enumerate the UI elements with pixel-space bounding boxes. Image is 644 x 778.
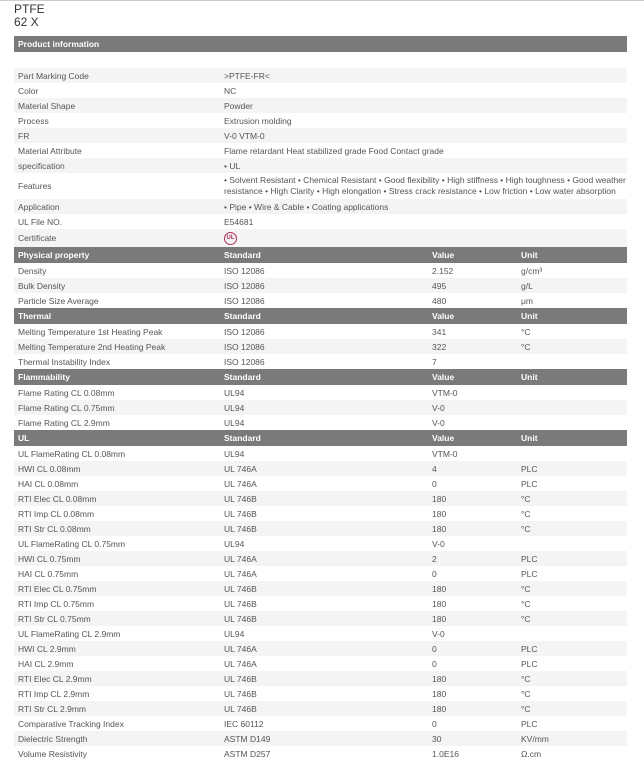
cell-property: HAI CL 2.9mm xyxy=(18,658,74,669)
info-label: Process xyxy=(18,115,49,126)
cell-value: V-0 xyxy=(432,538,445,549)
cell-unit: °C xyxy=(521,688,531,699)
property-row xyxy=(14,716,627,731)
cell-standard: ISO 12086 xyxy=(220,339,428,354)
info-label: Material Attribute xyxy=(18,145,82,156)
cell-value: 1.0E16 xyxy=(432,748,459,759)
info-label: Features xyxy=(18,181,52,191)
info-label: UL File NO. xyxy=(18,216,63,227)
cell-value: VTM-0 xyxy=(432,387,458,398)
cell-property: Density xyxy=(18,265,47,276)
info-value: >PTFE-FR< xyxy=(220,68,627,83)
cell-standard: UL 746A xyxy=(220,461,428,476)
header-unit: Unit xyxy=(517,247,627,263)
cell-unit xyxy=(517,446,627,461)
cell-property: Melting Temperature 1st Heating Peak xyxy=(18,326,163,337)
cell-standard: UL 746A xyxy=(224,568,257,579)
info-label: Material Shape xyxy=(14,98,220,113)
cell-value: 480 xyxy=(432,295,447,306)
cell-value: 0 xyxy=(428,641,517,656)
cell-unit: °C xyxy=(521,326,531,337)
ul-certificate-icon: UL xyxy=(224,232,237,245)
product-family: PTFE xyxy=(14,2,45,16)
cell-standard: IEC 60112 xyxy=(224,718,264,729)
cell-property: HWI CL 0.08mm xyxy=(14,461,220,476)
header-value: Value xyxy=(428,430,517,446)
cell-value: 180 xyxy=(428,581,517,596)
header-property: Physical property xyxy=(14,247,220,263)
cell-property: RTI Imp CL 2.9mm xyxy=(18,688,90,699)
property-row xyxy=(14,746,627,761)
cell-standard: UL 746A xyxy=(224,478,257,489)
cell-standard: ISO 12086 xyxy=(224,326,265,337)
cell-property: HAI CL 0.75mm xyxy=(18,568,79,579)
property-row xyxy=(14,551,627,566)
product-info-table xyxy=(14,36,627,247)
cell-standard: ISO 12086 xyxy=(224,265,265,276)
header-standard: Standard xyxy=(220,369,428,385)
cell-unit: PLC xyxy=(521,718,538,729)
cell-standard: UL 746A xyxy=(220,551,428,566)
cell-property: Particle Size Average xyxy=(18,295,99,306)
cell-value: V-0 xyxy=(432,628,445,639)
section-header xyxy=(14,247,627,263)
cell-unit: °C xyxy=(521,598,531,609)
property-row xyxy=(14,656,627,671)
property-row xyxy=(14,385,627,400)
property-row xyxy=(14,671,627,686)
property-row xyxy=(14,626,627,641)
cell-property: HWI CL 2.9mm xyxy=(14,641,220,656)
cell-standard: UL 746B xyxy=(220,521,428,536)
cell-unit: g/L xyxy=(517,278,627,293)
cell-standard: UL 746B xyxy=(220,581,428,596)
section-header xyxy=(14,430,627,446)
info-row xyxy=(14,173,627,199)
section-header-product-information xyxy=(14,36,627,52)
cell-unit: PLC xyxy=(517,551,627,566)
cell-unit: PLC xyxy=(521,478,538,489)
property-row xyxy=(14,491,627,506)
cell-value: V-0 xyxy=(428,400,517,415)
cell-value: 495 xyxy=(428,278,517,293)
cell-property: RTI Imp CL 0.08mm xyxy=(18,508,95,519)
property-row xyxy=(14,415,627,430)
info-row xyxy=(14,143,627,158)
info-label: FR xyxy=(14,128,220,143)
cell-standard: UL 746B xyxy=(220,611,428,626)
cell-property: UL FlameRating CL 0.08mm xyxy=(18,448,126,459)
cell-unit: PLC xyxy=(517,461,627,476)
cell-unit: °C xyxy=(517,701,627,716)
property-row xyxy=(14,324,627,339)
cell-unit: μm xyxy=(521,295,533,306)
cell-standard: UL94 xyxy=(224,628,245,639)
cell-property: Flame Rating CL 0.75mm xyxy=(14,400,220,415)
cell-value: 322 xyxy=(428,339,517,354)
header-property: UL xyxy=(14,430,220,446)
header-standard: Standard xyxy=(220,247,428,263)
header-property: Flammability xyxy=(14,369,220,385)
section-header xyxy=(14,369,627,385)
cell-property: Melting Temperature 2nd Heating Peak xyxy=(14,339,220,354)
cell-value: 180 xyxy=(432,688,447,699)
cell-standard: UL 746B xyxy=(224,688,257,699)
cell-property: Volume Resistivity xyxy=(18,748,87,759)
cell-standard: UL 746B xyxy=(224,508,257,519)
info-label: Application xyxy=(14,199,220,214)
cell-property: Flame Rating CL 2.9mm xyxy=(18,417,110,428)
cell-unit: °C xyxy=(521,508,531,519)
property-row xyxy=(14,506,627,521)
cell-property: Bulk Density xyxy=(14,278,220,293)
property-row xyxy=(14,536,627,551)
property-row xyxy=(14,521,627,536)
cell-value: 30 xyxy=(428,731,517,746)
cell-standard: ISO 12086 xyxy=(220,278,428,293)
cell-value: 0 xyxy=(432,568,437,579)
cell-value: 7 xyxy=(432,356,437,367)
cell-property: Thermal Instability Index xyxy=(18,356,111,367)
cell-unit xyxy=(517,536,627,551)
cell-value: 0 xyxy=(432,478,437,489)
cell-property: UL FlameRating CL 0.75mm xyxy=(18,538,126,549)
property-row xyxy=(14,641,627,656)
cell-unit: KV/mm xyxy=(517,731,627,746)
cell-standard: UL 746B xyxy=(220,491,428,506)
cell-standard: UL 746B xyxy=(220,701,428,716)
info-row xyxy=(14,158,627,173)
cell-standard: UL 746A xyxy=(224,658,257,669)
info-row xyxy=(14,68,627,83)
cell-property: RTI Elec CL 0.75mm xyxy=(14,581,220,596)
cell-standard: UL94 xyxy=(224,538,245,549)
header-unit: Unit xyxy=(517,430,627,446)
cell-standard: ISO 12086 xyxy=(224,295,265,306)
header-value: Value xyxy=(428,308,517,324)
info-row xyxy=(14,229,627,247)
info-value: E54681 xyxy=(224,216,254,227)
info-row xyxy=(14,214,627,229)
property-row xyxy=(14,339,627,354)
property-row xyxy=(14,686,627,701)
cell-value: 180 xyxy=(428,491,517,506)
cell-value: 180 xyxy=(428,611,517,626)
header-standard: Standard xyxy=(220,430,428,446)
info-row xyxy=(14,113,627,128)
header-property: Thermal xyxy=(14,308,220,324)
cell-property: UL FlameRating CL 2.9mm xyxy=(18,628,121,639)
cell-value: 180 xyxy=(428,521,517,536)
cell-unit: °C xyxy=(517,581,627,596)
cell-unit: °C xyxy=(517,491,627,506)
property-row xyxy=(14,461,627,476)
cell-value: 4 xyxy=(428,461,517,476)
cell-property: Flame Rating CL 0.08mm xyxy=(18,387,115,398)
cell-value: 180 xyxy=(432,508,447,519)
info-value: V-0 VTM-0 xyxy=(220,128,627,143)
cell-property: RTI Imp CL 0.75mm xyxy=(18,598,95,609)
cell-property: HWI CL 0.75mm xyxy=(14,551,220,566)
cell-standard: UL94 xyxy=(224,448,245,459)
cell-value: 341 xyxy=(432,326,447,337)
info-row xyxy=(14,128,627,143)
property-row xyxy=(14,476,627,491)
header-unit: Unit xyxy=(517,308,627,324)
property-row xyxy=(14,400,627,415)
cell-property: Comparative Tracking Index xyxy=(18,718,124,729)
property-row xyxy=(14,293,627,308)
property-row xyxy=(14,596,627,611)
info-label: Color xyxy=(18,85,39,96)
cell-property: HAI CL 0.08mm xyxy=(18,478,79,489)
cell-unit: PLC xyxy=(521,568,538,579)
cell-property: RTI Str CL 0.75mm xyxy=(14,611,220,626)
spacer xyxy=(14,52,627,68)
property-row xyxy=(14,581,627,596)
property-row xyxy=(14,263,627,278)
cell-unit: Ω.cm xyxy=(521,748,542,759)
cell-standard: UL94 xyxy=(224,387,245,398)
property-row xyxy=(14,701,627,716)
info-value: Flame retardant Heat stabilized grade Food Contact grade xyxy=(224,145,444,156)
product-title xyxy=(14,3,45,29)
property-row xyxy=(14,731,627,746)
property-row xyxy=(14,354,627,369)
header-unit: Unit xyxy=(517,369,627,385)
certificate-cell xyxy=(220,229,627,247)
info-value: Extrusion molding xyxy=(224,115,292,126)
info-value: • UL xyxy=(220,158,627,173)
cell-unit: PLC xyxy=(521,658,538,669)
cell-unit xyxy=(517,626,627,641)
property-row xyxy=(14,278,627,293)
info-value: • Pipe • Wire & Cable • Coating applications xyxy=(220,199,627,214)
cell-standard: UL94 xyxy=(224,417,245,428)
cell-unit xyxy=(517,354,627,369)
property-row xyxy=(14,566,627,581)
cell-value: 0 xyxy=(432,718,437,729)
cell-unit: g/cm³ xyxy=(521,265,543,276)
cell-property: RTI Str CL 0.08mm xyxy=(14,521,220,536)
cell-unit: PLC xyxy=(517,641,627,656)
datasheet xyxy=(14,36,627,761)
info-value: Powder xyxy=(220,98,627,113)
cell-property: RTI Str CL 2.9mm xyxy=(14,701,220,716)
cell-unit: °C xyxy=(517,339,627,354)
cell-value: 2.152 xyxy=(432,265,454,276)
info-row xyxy=(14,83,627,98)
info-value: NC xyxy=(224,85,237,96)
cell-standard: ASTM D149 xyxy=(220,731,428,746)
properties-table xyxy=(14,247,627,761)
section-header xyxy=(14,308,627,324)
cell-standard: UL 746B xyxy=(220,671,428,686)
cell-unit xyxy=(517,385,627,400)
info-label: specification xyxy=(14,158,220,173)
cell-value: VTM-0 xyxy=(432,448,458,459)
property-row xyxy=(14,611,627,626)
header-value: Value xyxy=(428,247,517,263)
cell-unit: °C xyxy=(517,521,627,536)
header-standard: Standard xyxy=(220,308,428,324)
info-label: Part Marking Code xyxy=(14,68,220,83)
cell-standard: UL 746B xyxy=(224,598,257,609)
info-row xyxy=(14,199,627,214)
info-value: • Solvent Resistant • Chemical Resistant • Good flexibility • High stiffness • High toughness • Good weather resistance • High Clarity • High elongation • Stress crack resistance • Low friction • Low water absorption xyxy=(224,175,626,196)
cell-value: 180 xyxy=(428,701,517,716)
product-grade: 62 X xyxy=(14,15,39,29)
cell-value: 180 xyxy=(432,598,447,609)
cell-value: 0 xyxy=(432,658,437,669)
cell-value: V-0 xyxy=(432,417,445,428)
cell-property: Dielectric Strength xyxy=(14,731,220,746)
property-row xyxy=(14,446,627,461)
cell-standard: UL 746A xyxy=(220,641,428,656)
cell-unit xyxy=(517,415,627,430)
info-row xyxy=(14,98,627,113)
header-value: Value xyxy=(428,369,517,385)
cell-unit xyxy=(517,400,627,415)
cell-unit: °C xyxy=(517,611,627,626)
cell-value: 2 xyxy=(428,551,517,566)
cell-property: RTI Elec CL 0.08mm xyxy=(14,491,220,506)
info-label: Certificate xyxy=(14,229,220,247)
cell-standard: ISO 12086 xyxy=(224,356,265,367)
cell-value: 180 xyxy=(428,671,517,686)
cell-standard: UL94 xyxy=(220,400,428,415)
cell-standard: ASTM D257 xyxy=(224,748,271,759)
section-title: Product information xyxy=(14,36,627,52)
cell-unit: °C xyxy=(517,671,627,686)
cell-property: RTI Elec CL 2.9mm xyxy=(14,671,220,686)
